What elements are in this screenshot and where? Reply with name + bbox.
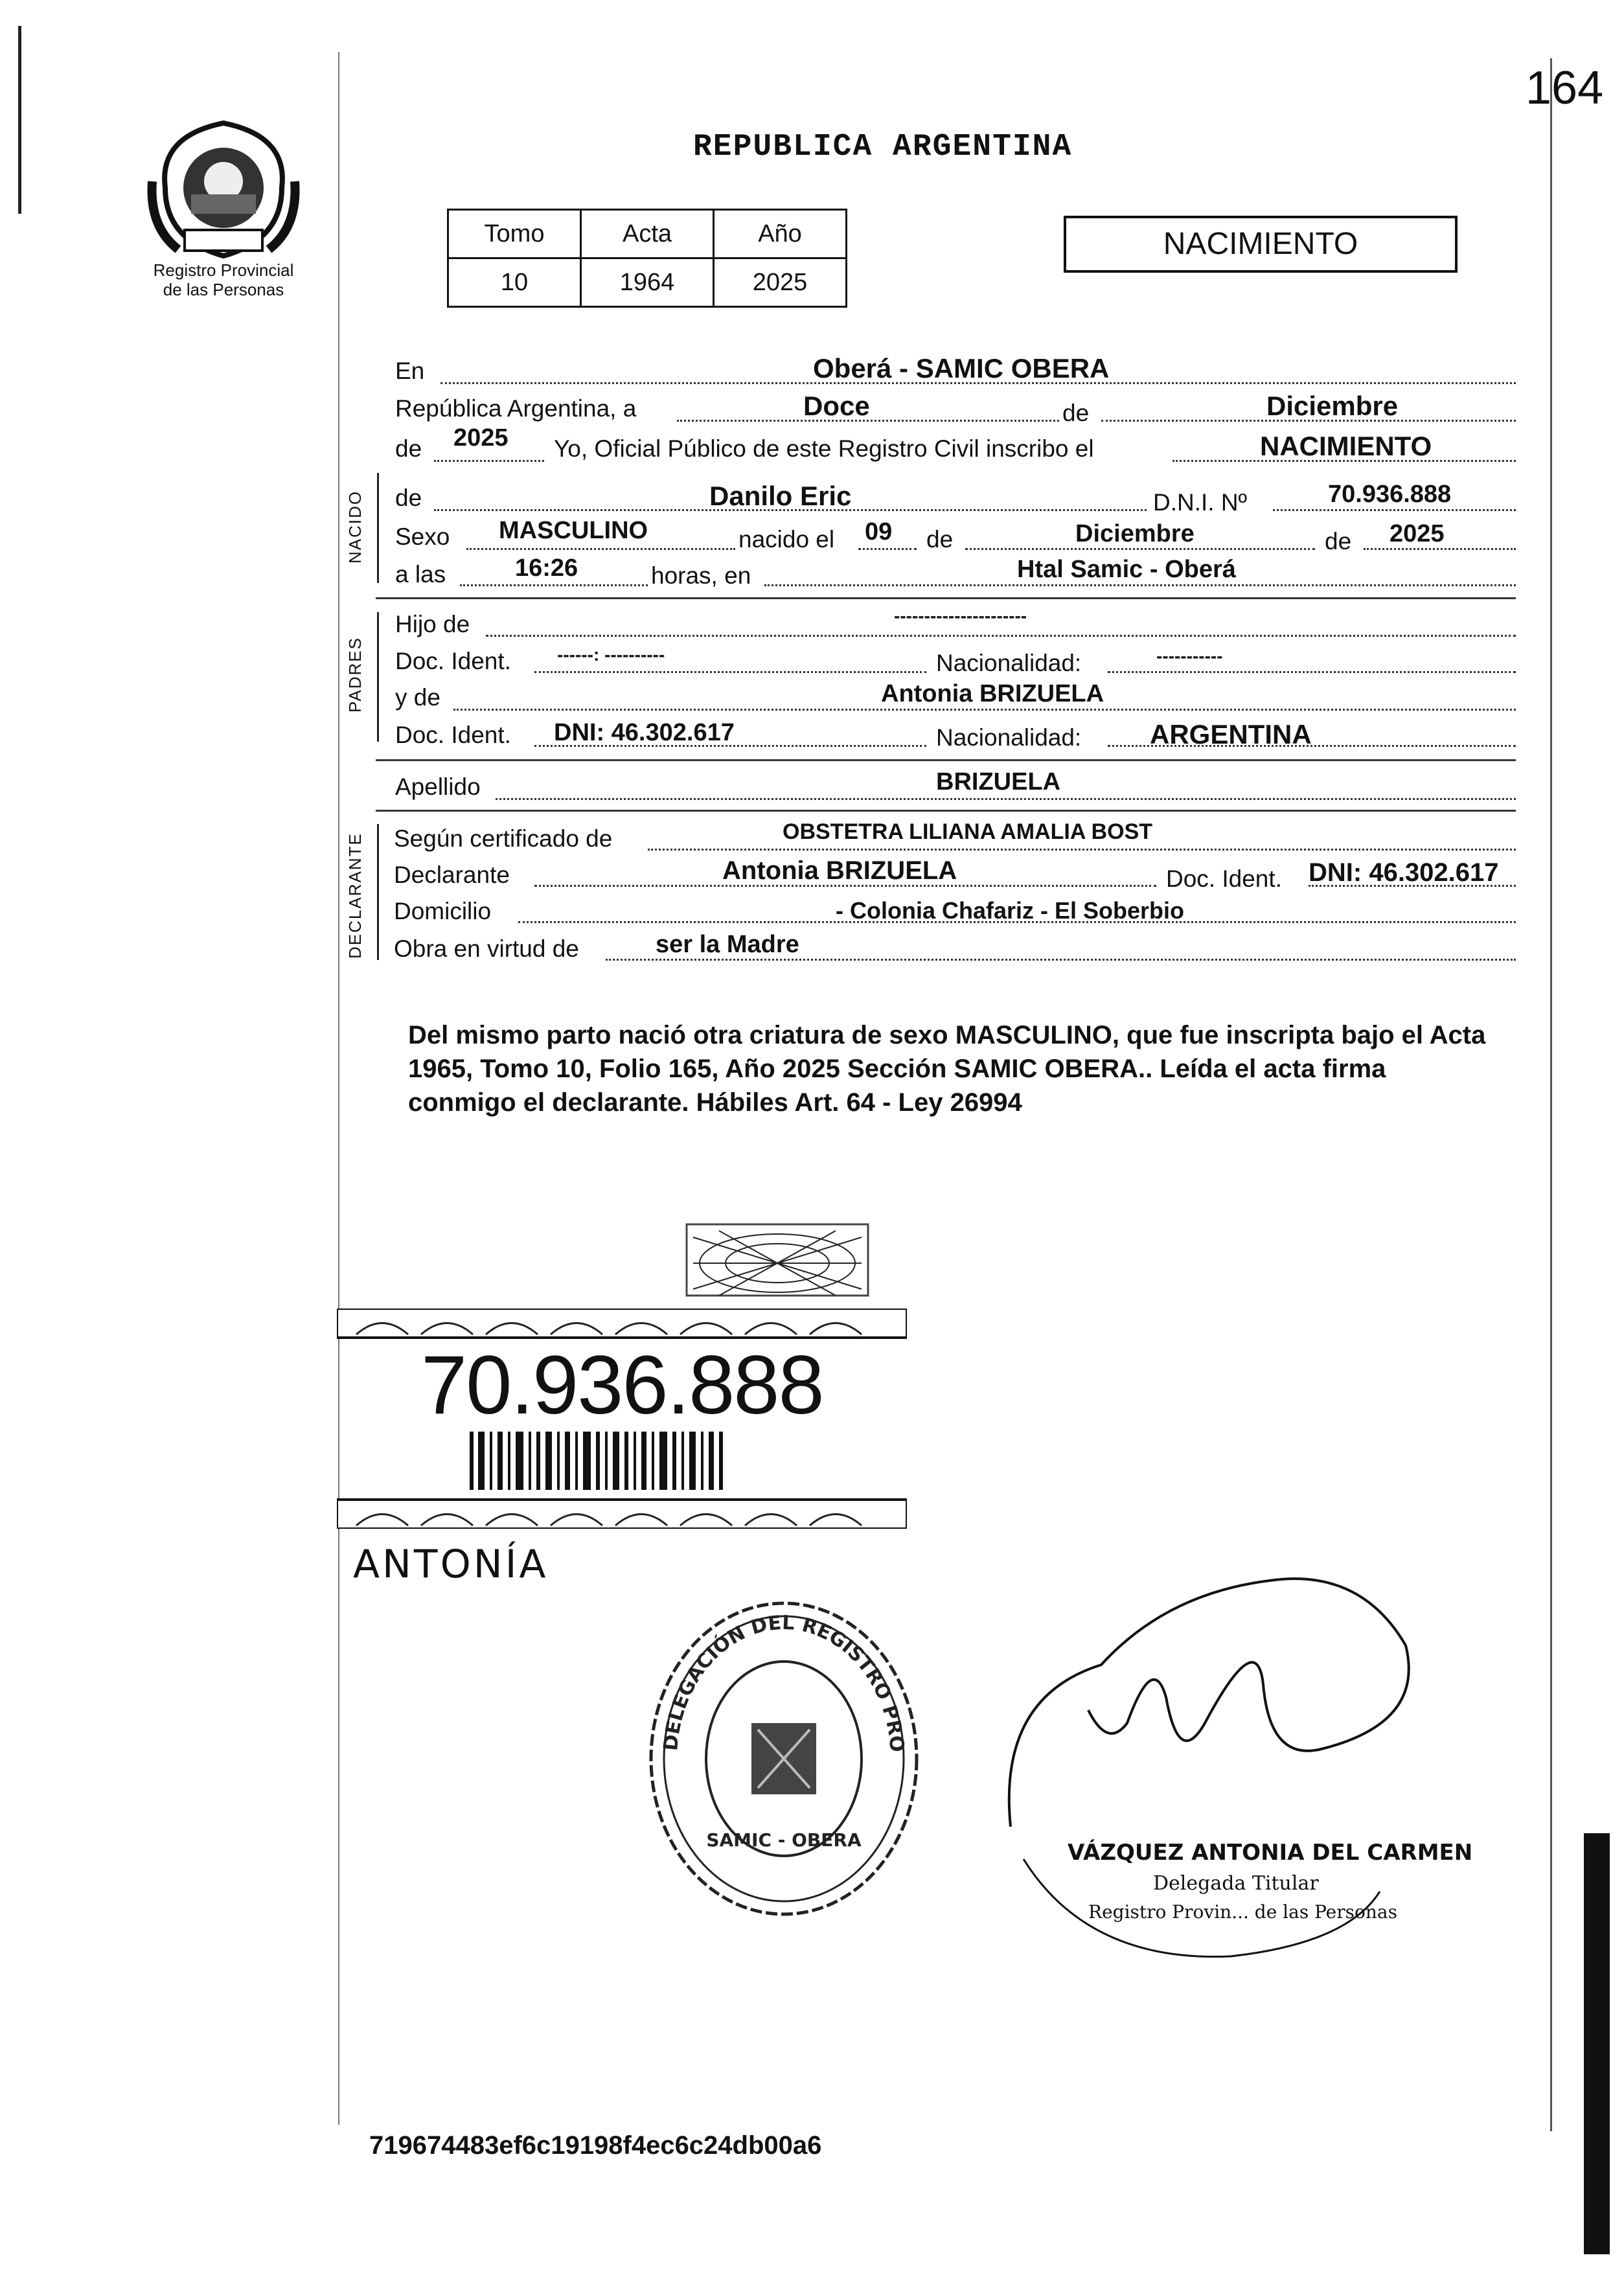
- document-title: REPUBLICA ARGENTINA: [693, 130, 1073, 165]
- value-sexo: MASCULINO: [499, 517, 648, 544]
- value-madre-doc: DNI: 46.302.617: [554, 719, 735, 746]
- side-label-declarante: DECLARANTE: [345, 832, 365, 959]
- value-mes-nac: Diciembre: [1075, 520, 1195, 547]
- value-anio-nac: 2025: [1390, 520, 1445, 547]
- registry-header-tomo: Tomo: [448, 210, 581, 258]
- left-margin-line: [338, 52, 339, 2125]
- stamp-ring-text: DELEGACIÓN DEL REGISTRO PRO: [659, 1611, 908, 1753]
- registry-anio: 2025: [714, 258, 847, 307]
- value-declarante: Antonia BRIZUELA: [722, 856, 957, 885]
- label-segun: Según certificado de: [394, 825, 613, 852]
- label-de3: de: [1325, 528, 1352, 554]
- label-hijo-de: Hijo de: [395, 611, 470, 637]
- value-certificado: OBSTETRA LILIANA AMALIA BOST: [783, 819, 1153, 844]
- province-logo: [139, 110, 308, 266]
- label-y-de: y de: [395, 684, 440, 711]
- signatory-role: Delegada Titular: [1153, 1872, 1319, 1895]
- label-doc-ident3: Doc. Ident.: [1166, 865, 1282, 892]
- value-madre: Antonia BRIZUELA: [881, 680, 1104, 707]
- label-nacido: nacido el: [738, 526, 835, 553]
- row-republica: [395, 395, 636, 422]
- value-acto: NACIMIENTO: [1260, 431, 1432, 461]
- logo-caption: [133, 260, 314, 299]
- label-sexo: Sexo: [395, 523, 450, 550]
- value-padre: ----------------------: [894, 606, 1027, 626]
- side-label-nacido: NACIDO: [345, 490, 365, 564]
- label-nacionalidad2: Nacionalidad:: [936, 724, 1082, 751]
- value-nombre: Danilo Eric: [709, 481, 852, 511]
- value-dia-nac: 09: [865, 518, 893, 545]
- label-nacionalidad: Nacionalidad:: [936, 650, 1082, 676]
- label-de-name: de: [395, 485, 422, 511]
- signatory-name: VÁZQUEZ ANTONIA DEL CARMEN: [1068, 1840, 1473, 1866]
- page-number: 164: [1526, 62, 1604, 114]
- value-lugar-nac: Htal Samic - Oberá: [1017, 556, 1236, 583]
- label-yo: Yo, Oficial Público de este Registro Civil inscribo el: [554, 435, 1094, 462]
- document-hash: 719674483ef6c19198f4ec6c24db00a6: [369, 2131, 822, 2160]
- value-lugar: Oberá - SAMIC OBERA: [813, 353, 1110, 383]
- label-de-year: de: [395, 435, 422, 462]
- value-domicilio: - Colonia Chafariz - El Soberbio: [836, 897, 1185, 924]
- act-kind-box: NACIMIENTO: [1064, 216, 1458, 273]
- side-label-padres: PADRES: [345, 637, 365, 713]
- label-de: de: [1062, 400, 1090, 426]
- registry-table: [447, 209, 847, 308]
- scan-edge: [1584, 1833, 1610, 2254]
- value-padre-nac: -----------: [1156, 646, 1223, 666]
- logo-caption-line2: de las Personas: [163, 280, 284, 299]
- right-margin-line: [1550, 58, 1552, 2131]
- label-republica: República Argentina, a: [395, 395, 637, 422]
- observation-note: Del mismo parto nació otra criatura de sexo MASCULINO, que fue inscripta bajo el Acta 1965, Tomo 10, Folio 165, Año 2025 Sección SAMIC OBERA.. Leída el acta firma conmigo el declarante. Hábiles Art. 64 - Ley 26994: [408, 1021, 1486, 1117]
- label-apellido: Apellido: [395, 773, 481, 800]
- label-horas: horas, en: [651, 562, 751, 589]
- binding-mark: [18, 26, 21, 214]
- registry-tomo: 10: [448, 258, 581, 307]
- official-stamp: [638, 1594, 930, 1930]
- value-madre-nac: ARGENTINA: [1150, 719, 1312, 749]
- value-obra: ser la Madre: [656, 931, 799, 958]
- logo-caption-line1: Registro Provincial: [153, 260, 294, 280]
- registry-header-acta: Acta: [581, 210, 714, 258]
- value-hora: 16:26: [515, 554, 578, 582]
- label-dni: D.N.I. Nº: [1153, 489, 1248, 516]
- handwritten-name: ANTONÍA: [353, 1542, 549, 1587]
- label-declarante: Declarante: [394, 862, 510, 888]
- label-de2: de: [926, 526, 954, 553]
- value-mes-texto: Diciembre: [1266, 391, 1399, 421]
- label-doc-ident: Doc. Ident.: [395, 648, 511, 674]
- value-anio: 2025: [453, 424, 509, 452]
- registry-header-anio: Año: [714, 210, 847, 258]
- label-en: En: [395, 358, 425, 384]
- row-en: [395, 358, 424, 385]
- value-apellido: BRIZUELA: [936, 768, 1061, 795]
- label-domicilio: Domicilio: [394, 898, 492, 924]
- stamp-inner-text: SAMIC - OBERA: [706, 1829, 862, 1851]
- barcode-number: 70.936.888: [421, 1339, 823, 1432]
- registry-acta: 1964: [581, 258, 714, 307]
- value-declarante-doc: DNI: 46.302.617: [1309, 858, 1499, 887]
- signatory-org: Registro Provin... de las Personas: [1088, 1901, 1397, 1923]
- label-doc-ident2: Doc. Ident.: [395, 722, 511, 748]
- value-padre-doc: ------: ----------: [557, 645, 665, 665]
- label-obra: Obra en virtud de: [394, 935, 579, 962]
- value-dni: 70.936.888: [1328, 481, 1452, 508]
- security-seal: [680, 1218, 875, 1302]
- label-a-las: a las: [395, 561, 446, 588]
- value-dia-texto: Doce: [803, 391, 870, 421]
